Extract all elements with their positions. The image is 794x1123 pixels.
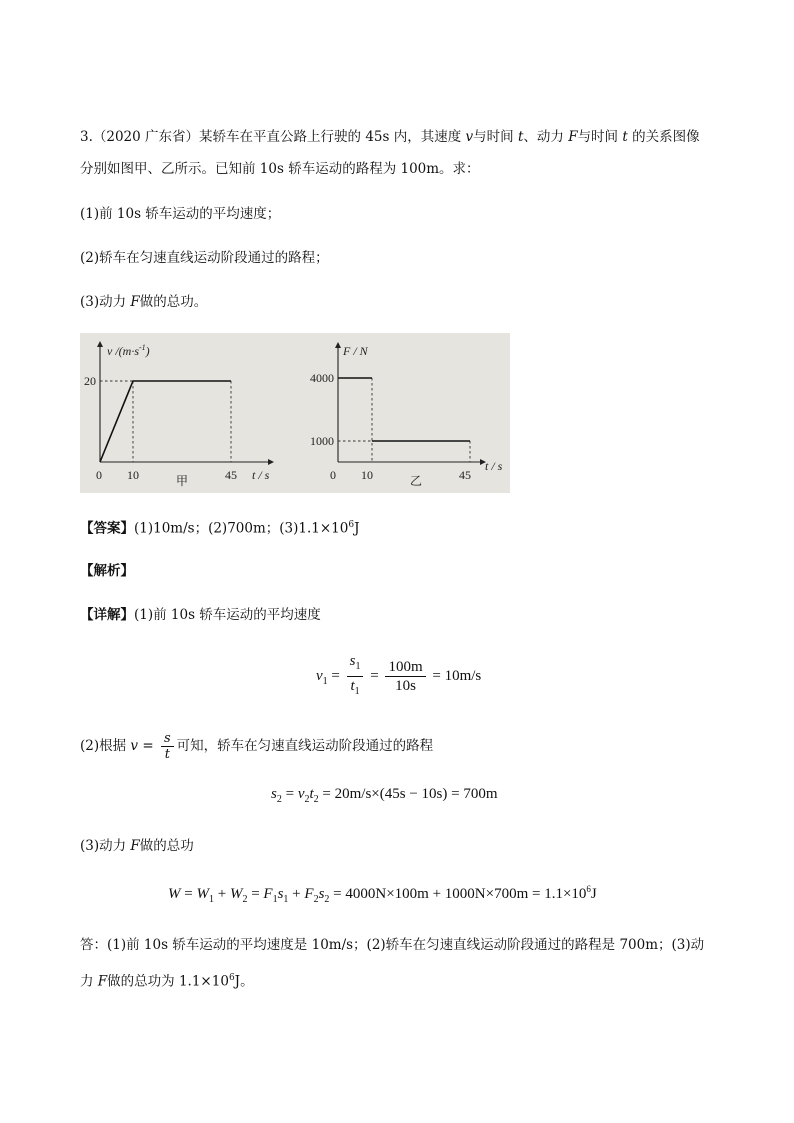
caption-yi: 乙 [410, 474, 423, 488]
question-text: 做的总功。 [139, 294, 208, 310]
f-y-tick-1000: 1000 [310, 434, 334, 448]
eq1-numerator: 100m [385, 658, 425, 677]
question-text: 与时间 [577, 129, 623, 145]
eq1-denominator: 10s [395, 678, 416, 694]
eq1-t: t [350, 678, 355, 694]
detail-text: (3)动力 [80, 838, 131, 854]
detail-text: 做的总功 [139, 838, 194, 854]
v-y-tick-20: 20 [84, 374, 96, 388]
v-x-tick-45: 45 [225, 468, 237, 482]
question-text: 与时间 [473, 129, 518, 145]
symbol-t: t [517, 129, 524, 145]
f-y-label: F / N [343, 344, 368, 358]
caption-jia: 甲 [176, 474, 189, 488]
answer-exponent: 6 [348, 520, 355, 530]
velocity-chart [84, 341, 274, 488]
f-x-label: t / s [485, 459, 503, 473]
conclusion-text: 力 [80, 973, 98, 990]
f-x-tick-10: 10 [361, 468, 373, 482]
symbol-f: F [130, 294, 140, 310]
detail-text: 可知，轿车在匀速直线运动阶段通过的路程 [176, 738, 434, 754]
symbol-v: v [465, 129, 474, 145]
inline-s: s [161, 731, 174, 747]
v-y-label: v $/(m\cdot s^{-1})$ [107, 343, 150, 358]
equation-1: $v_1$ = $\frac{s_1}{t_1}$ = $\frac{100m}{10s}$ = 10m/s [316, 652, 481, 701]
answer-unit: J [354, 520, 360, 537]
eq1-s-sub: 1 [355, 661, 361, 672]
v-x-tick-0: 0 [96, 468, 102, 482]
conclusion-text: 做的总功为 1.1×10 [107, 973, 229, 990]
detail-tag: 【详解】 [80, 607, 134, 623]
detail-text: (2)根据 [80, 738, 131, 754]
detail-part-1-text: (1)前 10s 轿车运动的平均速度 [134, 607, 321, 623]
v-x-label: t / s [252, 468, 270, 482]
conclusion-exponent: 6 [228, 973, 235, 983]
detail-line-1 [80, 606, 321, 624]
equation-2: $s_2 = v_2t_2 = 20m/s\times(45s - 10s) = 700m$ [271, 786, 498, 805]
inline-t: t [164, 747, 170, 762]
f-x-tick-45: 45 [459, 468, 471, 482]
detail-line-3 [80, 837, 194, 855]
graphs-svg [80, 333, 510, 493]
answer-line [80, 516, 360, 538]
question-part-3 [80, 293, 207, 311]
eq1-v: v [316, 667, 323, 684]
eq1-fraction-st [347, 652, 364, 701]
eq2-text: = 20m/s×(45s − 10s) = 700m [318, 786, 498, 802]
question-text: 、动力 [523, 129, 569, 145]
f-x-tick-0: 0 [330, 468, 336, 482]
v-series-line [100, 381, 231, 462]
v-x-arrow [268, 459, 274, 465]
eq1-result: = 10m/s [432, 667, 482, 684]
analysis-tag: 【解析】 [80, 563, 134, 579]
eq3-unit: J [590, 886, 597, 902]
symbol-v: v [130, 738, 139, 754]
question-part-1: (1)前 10s 轿车运动的平均速度； [80, 206, 281, 222]
force-chart [310, 342, 503, 488]
question-text: (3)动力 [80, 294, 131, 310]
question-text: 的关系图像 [627, 129, 700, 145]
eq1-s: s [349, 653, 356, 669]
question-part-2: (2)轿车在匀速直线运动阶段通过的路程； [80, 250, 329, 266]
figure-graphs [80, 333, 510, 493]
f-y-tick-4000: 4000 [310, 371, 334, 385]
eq3-exponent: 6 [586, 884, 591, 894]
symbol-f: F [568, 129, 578, 145]
conclusion-text: J。 [234, 973, 254, 990]
symbol-f: F [97, 973, 108, 990]
v-x-tick-10: 10 [127, 468, 139, 482]
f-y-arrow [335, 342, 341, 348]
equation-3: $W = W_1 + W_2 = F_1s_1 + F_2s_2 = 4000N\times 100m + 1000N\times 700m = 1.1\times 10^6J$ [168, 884, 597, 905]
symbol-f: F [130, 838, 140, 854]
answer-text: (1)10m/s；(2)700m；(3)1.1×10 [134, 520, 349, 537]
question-line-1 [80, 128, 700, 146]
question-text: 3.（2020 广东省）某轿车在平直公路上行驶的 45s 内，其速度 [80, 129, 466, 145]
inline-fraction-st [161, 731, 174, 762]
symbol-t: t [622, 129, 628, 145]
eq3-text: = 4000N×100m + 1000N×700m = 1.1×10 [329, 886, 587, 902]
answer-tag: 【答案】 [80, 520, 134, 537]
eq1-v-sub: 1 [322, 675, 328, 687]
detail-line-2: (2)根据 v = $\frac{s}{t}$ 可知，轿车在匀速直线运动阶段通过的路程 [80, 731, 434, 762]
conclusion-line-2 [80, 969, 254, 991]
eq1-fraction-values [385, 658, 425, 695]
conclusion-line-1: 答：(1)前 10s 轿车运动的平均速度是 10m/s；(2)轿车在匀速直线运动阶段通过的路程是 700m；(3)动 [80, 937, 705, 953]
question-line-2: 分别如图甲、乙所示。已知前 10s 轿车运动的路程为 100m。求： [80, 161, 480, 177]
v-y-arrow [97, 341, 103, 347]
eq1-t-sub: 1 [354, 686, 360, 697]
